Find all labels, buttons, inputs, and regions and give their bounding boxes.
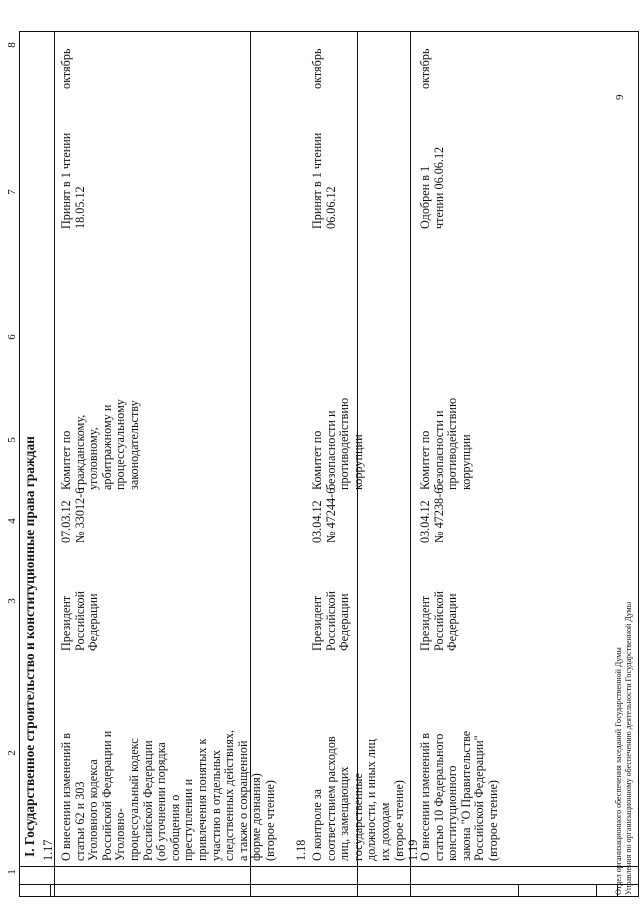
page-number: 9 xyxy=(614,94,626,100)
header-col-1: 1 xyxy=(6,869,18,875)
row-month: октябрь xyxy=(310,48,324,89)
row-status: Принят в 1 чтении 18.05.12 xyxy=(59,132,87,229)
row-title: О внесении изменений в статьи 62 и 303 Уголовного кодекса Российской Федерации и Уголовно- процессуальный кодекс Российской Федерации (об уточнении порядка сообщения о преступлении и привлечения понятых к участию в отдельных следственных действиях, а также о сокращенной форме дознания) (второе чтение) xyxy=(59,729,277,861)
row-registration: 07.03.12 № 33012-6 xyxy=(59,487,87,543)
header-col-6: 6 xyxy=(6,334,18,340)
table-border-bottom xyxy=(19,31,639,32)
footer-line-2: Управления по организационному обеспечению деятельности Государственной Думы xyxy=(624,601,633,895)
header-col-8: 8 xyxy=(6,42,18,48)
row-registration: 03.04.12 № 47238-6 xyxy=(418,487,446,543)
row-month: октябрь xyxy=(59,48,73,89)
header-col-7: 7 xyxy=(6,189,18,195)
row-initiator: Президент Российской Федерации xyxy=(310,590,352,651)
table-border-left xyxy=(19,31,20,897)
row-initiator: Президент Российской Федерации xyxy=(59,590,101,651)
row-number: 1.19 xyxy=(406,839,420,861)
row-status: Принят в 1 чтении 06.06.12 xyxy=(310,132,338,229)
row-status: Одобрен в 1 чтении 06.06.12 xyxy=(418,146,446,229)
footer-line-1: Отдел организационного обеспечения заседаний Государственной Думы xyxy=(614,647,623,895)
row-initiator: Президент Российской Федерации xyxy=(418,590,460,651)
header-col-4: 4 xyxy=(6,518,18,524)
section-row-divider xyxy=(19,866,639,867)
table-border-top xyxy=(19,896,639,897)
row-number: 1.17 xyxy=(41,839,55,861)
header-row-divider xyxy=(19,884,639,885)
col-sep-7 xyxy=(596,885,597,897)
col-sep-1 xyxy=(50,885,51,897)
row-registration: 03.04.12 № 47244-6 xyxy=(310,487,338,543)
row-committee: Комитет по гражданскому, уголовному, арбитражному и процессуальному законодательству xyxy=(59,399,141,490)
table-border-right xyxy=(638,31,639,897)
col-sep-2 xyxy=(54,31,55,897)
header-col-5: 5 xyxy=(6,437,18,443)
row-committee: Комитет по безопасности и противодействию коррупции xyxy=(310,397,365,490)
row-title: О внесении изменений в статью 10 Федерального конституционного закона "О Правительстве Российской Федерации" (второе чтение) xyxy=(418,730,500,861)
row-number: 1.18 xyxy=(294,839,308,861)
row-title: О контроле за соответствием расходов лиц, замещающих государственные должности, и иных лиц их доходам (второе чтение) xyxy=(310,736,406,861)
section-title: I. Государственное строительство и конституционные права граждан xyxy=(22,436,37,857)
header-col-3: 3 xyxy=(6,598,18,604)
col-sep-6 xyxy=(518,885,519,897)
col-sep-5 xyxy=(410,31,411,897)
header-col-2: 2 xyxy=(6,750,18,756)
row-month: октябрь xyxy=(418,48,432,89)
row-committee: Комитет по безопасности и противодействию коррупции xyxy=(418,397,473,490)
